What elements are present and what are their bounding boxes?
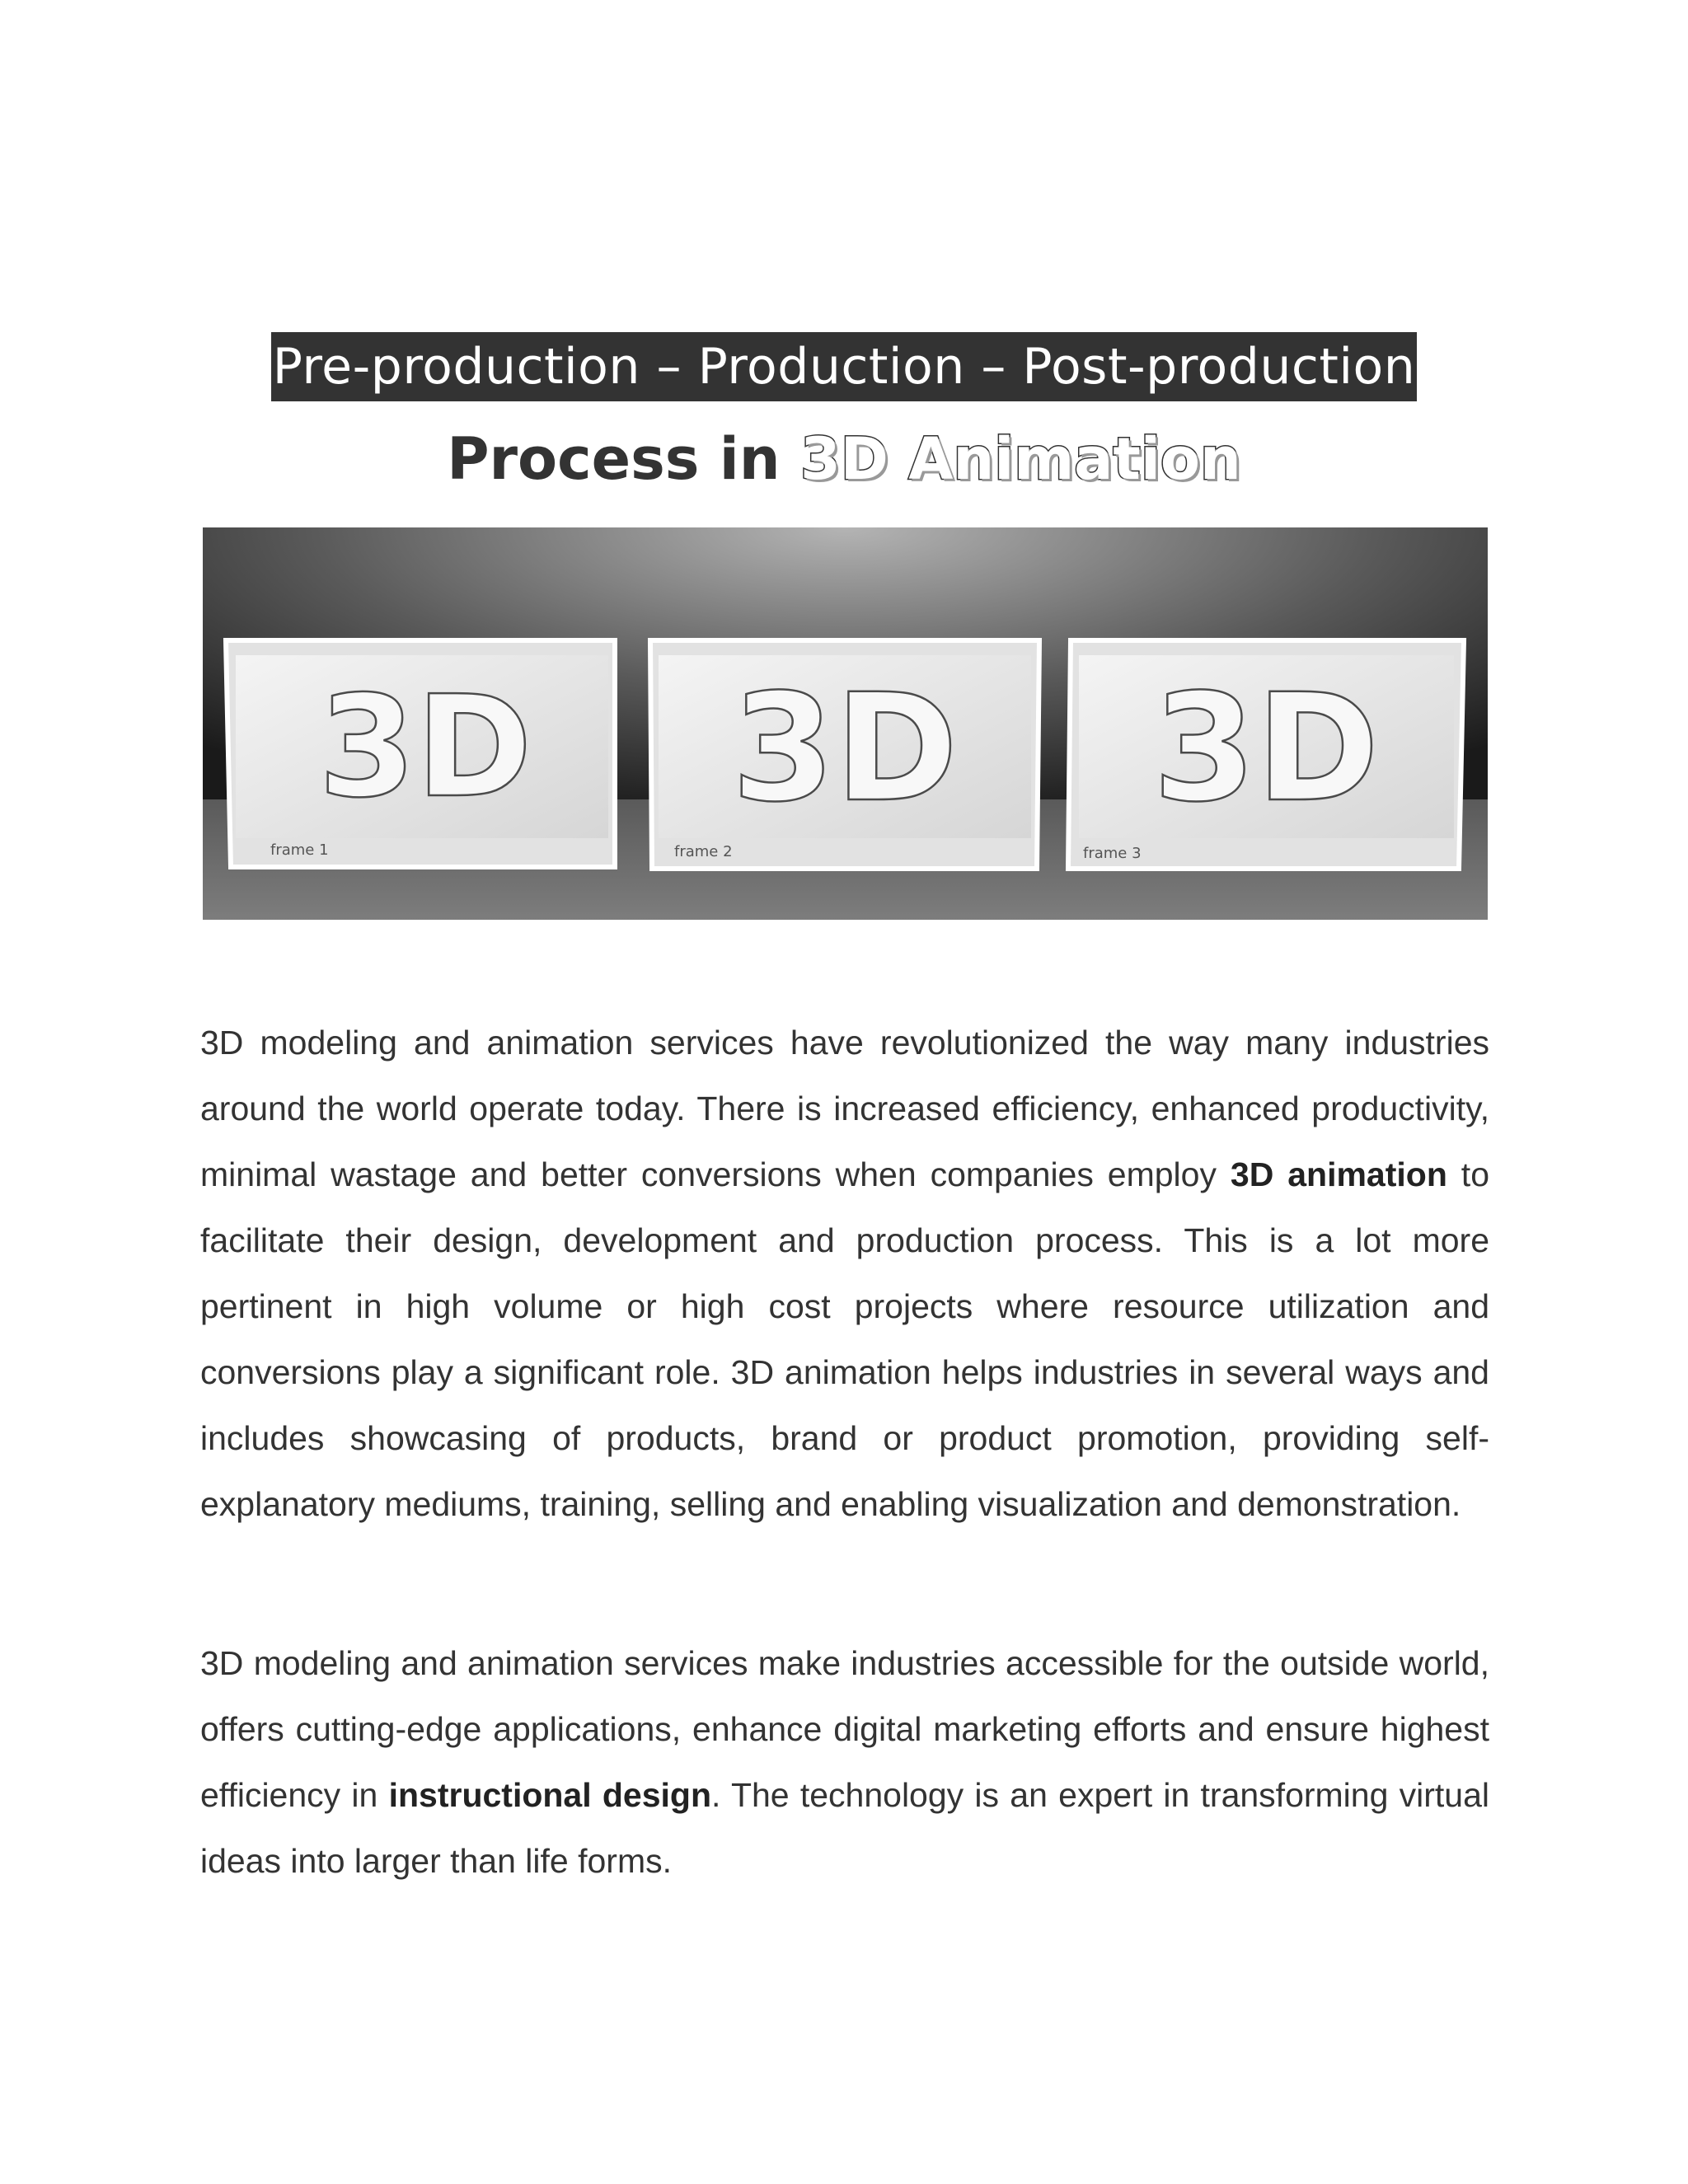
frame-2-label: frame 2	[674, 843, 733, 860]
frame-2-sketch-text: 3D	[731, 663, 959, 835]
frame-1-label: frame 1	[270, 841, 329, 859]
frame-3-sketch-text: 3D	[1152, 663, 1380, 835]
paragraph-1-text-start: 3D modeling and animation services have revolutionized the way many industries around the world operate today. There is increased efficiency, enhanced productivity, minimal wastage and better conversions when companies employ	[200, 1024, 1489, 1193]
frame-1-sketch-text: 3D	[318, 666, 532, 829]
frame-card-3	[1068, 640, 1464, 869]
title-heading-line-2	[0, 422, 1688, 496]
3d-animation-link[interactable]: 3D animation	[1230, 1155, 1447, 1193]
title-highlighted-text: Pre-production – Production – Post-production	[271, 332, 1418, 401]
title-process-text: Process in	[447, 425, 801, 493]
body-paragraph-1	[200, 1010, 1489, 1537]
frame-3-label: frame 3	[1083, 845, 1142, 862]
instructional-design-link[interactable]: instructional design	[388, 1776, 712, 1814]
paragraph-2-text-start: 3D modeling and animation services make industries accessible for the outside world, offers cutting-edge applications, enhance digital marketing efforts and ensure highest efficiency in	[200, 1644, 1489, 1814]
frame-card-2	[650, 640, 1039, 869]
frame-card-1	[226, 640, 615, 867]
title-heading-line-1	[0, 332, 1688, 401]
paragraph-1-text-end: to facilitate their design, development and production process. This is a lot more pertinent in high volume or high cost projects where resource utilization and conversions play a significant role. 3D animation helps industries in several ways and includes showcasing of products, brand or product promotion, providing self-explanatory mediums, training, selling and enabling visualization and demonstration.	[200, 1155, 1490, 1523]
title-outlined-text: 3D Animation	[800, 425, 1241, 493]
body-paragraph-2	[200, 1630, 1489, 1894]
paragraph-2-text-end: . The technology is an expert in transforming virtual ideas into larger than life forms.	[200, 1776, 1490, 1880]
hero-image-3d-frames	[203, 527, 1488, 920]
